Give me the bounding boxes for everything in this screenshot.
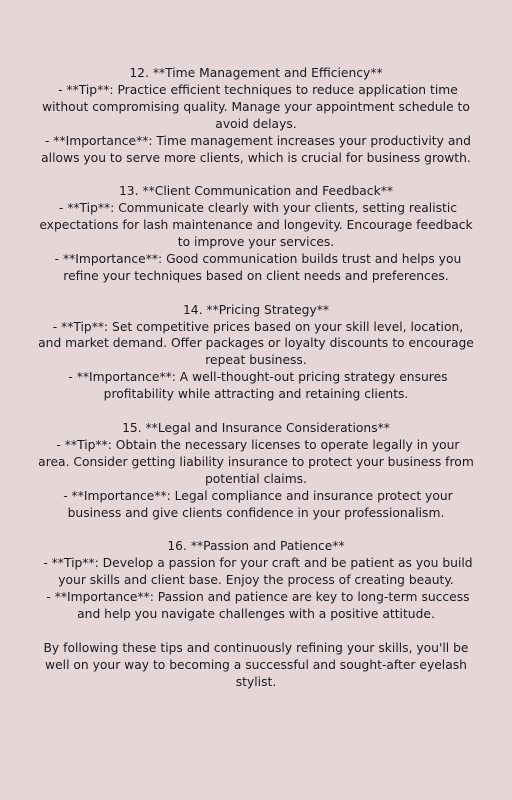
conclusion-paragraph	[36, 640, 476, 691]
section-heading: 13. **Client Communication and Feedback**	[118, 184, 393, 199]
section-importance: - **Importance**: Good communication builds trust and helps you refine your techniques based on client needs and preferences.	[50, 251, 466, 283]
section-importance: - **Importance**: Time management increases your productivity and allows you to serve more clients, which is crucial for business growth.	[41, 133, 475, 165]
section-heading: 16. **Passion and Patience**	[167, 539, 345, 554]
section-importance: - **Importance**: Legal compliance and insurance protect your business and give clients confidence in your professionalism.	[59, 488, 457, 520]
section-tip: - **Tip**: Set competitive prices based on your skill level, location, and market demand. Offer packages or loyalty discounts to encourage repeat business.	[38, 319, 478, 368]
conclusion-text: By following these tips and continuously refining your skills, you'll be well on your way to becoming a successful and sought-after eyelash stylist.	[43, 640, 473, 689]
section-heading: 12. **Time Management and Efficiency**	[129, 66, 383, 80]
section-client-communication	[36, 183, 476, 284]
section-legal-insurance	[36, 420, 476, 521]
section-importance: - **Importance**: A well-thought-out pricing strategy ensures profitability while attracting and retaining clients.	[64, 370, 452, 402]
section-passion-patience	[36, 538, 476, 623]
section-tip: - **Tip**: Develop a passion for your craft and be patient as you build your skills and client base. Enjoy the process of creating beauty.	[39, 556, 477, 588]
section-heading: 15. **Legal and Insurance Considerations**	[122, 420, 390, 435]
section-time-management	[36, 65, 476, 166]
document-body	[36, 65, 476, 690]
section-tip: - **Tip**: Practice efficient techniques to reduce application time without compromising quality. Manage your appointment schedule to avoid delays.	[42, 82, 474, 131]
section-pricing-strategy	[36, 302, 476, 403]
section-heading: 14. **Pricing Strategy**	[182, 302, 330, 317]
section-importance: - **Importance**: Passion and patience are key to long-term success and help you navigate challenges with a positive attitude.	[42, 590, 474, 621]
section-tip: - **Tip**: Obtain the necessary licenses to operate legally in your area. Consider getting liability insurance to protect your business from potential claims.	[38, 437, 478, 486]
section-tip: - **Tip**: Communicate clearly with your clients, setting realistic expectations for lash maintenance and longevity. Encourage feedback to improve your services.	[39, 201, 477, 250]
